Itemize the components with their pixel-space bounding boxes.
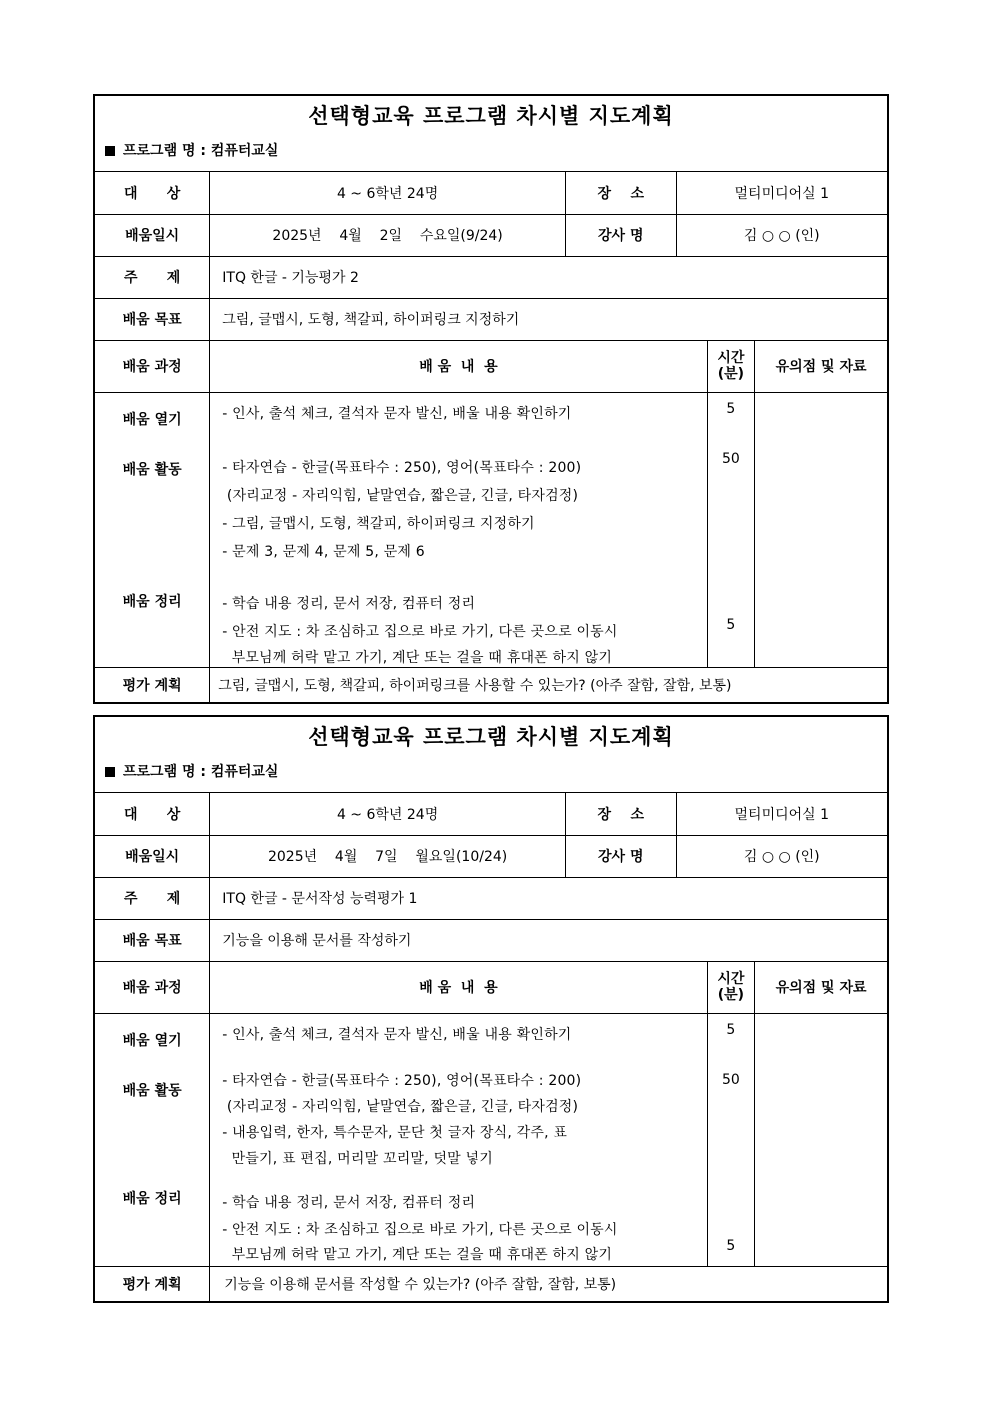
square-bullet-icon bbox=[105, 767, 115, 777]
instructor-value: 김 ○ ○ (인) bbox=[676, 835, 887, 877]
process-header: 배움 과정 bbox=[95, 961, 210, 1013]
notes-cell bbox=[755, 1013, 887, 1266]
eval-label: 평가 계획 bbox=[95, 667, 210, 702]
content-line: 부모님께 허락 맡고 가기, 계단 또는 걸을 때 휴대폰 하지 않기 bbox=[222, 649, 613, 666]
eval-value: 그림, 글맵시, 도형, 책갈피, 하이퍼링크를 사용할 수 있는가? (아주 잘함, 잘함, 보통) bbox=[210, 667, 887, 702]
goal-label: 배움 목표 bbox=[95, 298, 210, 340]
square-bullet-icon bbox=[105, 146, 115, 156]
plan-table bbox=[95, 172, 887, 702]
content-cell bbox=[210, 1013, 707, 1266]
plan-table bbox=[95, 793, 887, 1301]
notes-header: 유의점 및 자료 bbox=[755, 961, 887, 1013]
place-value: 멀티미디어실 1 bbox=[676, 172, 887, 214]
eval-label: 평가 계획 bbox=[95, 1266, 210, 1301]
date-value: 2025년 4월 2일 수요일(9/24) bbox=[210, 214, 566, 256]
stage-opening: 배움 열기 bbox=[122, 411, 182, 428]
time-value: 50 bbox=[721, 450, 740, 467]
content-line: (자리교정 - 자리익힘, 낱말연습, 짧은글, 긴글, 타자검정) bbox=[222, 1098, 579, 1115]
place-label: 장 소 bbox=[565, 793, 676, 835]
topic-value: ITQ 한글 - 문서작성 능력평가 1 bbox=[210, 877, 887, 919]
content-header: 배 움 내 용 bbox=[210, 961, 707, 1013]
date-label: 배움일시 bbox=[95, 214, 210, 256]
stages-cell bbox=[95, 1013, 210, 1266]
date-value: 2025년 4월 7일 월요일(10/24) bbox=[210, 835, 566, 877]
content-line: (자리교정 - 자리익힘, 낱말연습, 짧은글, 긴글, 타자검정) bbox=[222, 487, 579, 504]
target-label: 대 상 bbox=[95, 172, 210, 214]
time-value: 5 bbox=[726, 1237, 736, 1254]
lesson-plan-2 bbox=[93, 715, 889, 1303]
date-label: 배움일시 bbox=[95, 835, 210, 877]
goal-value: 그림, 글맵시, 도형, 책갈피, 하이퍼링크 지정하기 bbox=[210, 298, 887, 340]
target-value: 4 ~ 6학년 24명 bbox=[210, 793, 566, 835]
content-header: 배 움 내 용 bbox=[210, 340, 707, 392]
goal-label: 배움 목표 bbox=[95, 919, 210, 961]
lesson-plan-1 bbox=[93, 94, 889, 704]
time-value: 5 bbox=[726, 1021, 736, 1038]
content-line: - 학습 내용 정리, 문서 저장, 컴퓨터 정리 bbox=[222, 595, 476, 612]
program-name bbox=[95, 136, 887, 172]
content-line: - 타자연습 - 한글(목표타수 : 250), 영어(목표타수 : 200) bbox=[222, 459, 582, 476]
eval-value: 기능을 이용해 문서를 작성할 수 있는가? (아주 잘함, 잘함, 보통) bbox=[210, 1266, 887, 1301]
content-line: - 그림, 글맵시, 도형, 책갈피, 하이퍼링크 지정하기 bbox=[222, 515, 535, 532]
time-header: 시간 (분) bbox=[707, 340, 755, 392]
goal-value: 기능을 이용해 문서를 작성하기 bbox=[210, 919, 887, 961]
times-cell bbox=[707, 1013, 755, 1266]
time-value: 5 bbox=[726, 400, 736, 417]
content-line: - 내용입력, 한자, 특수문자, 문단 첫 글자 장식, 각주, 표 bbox=[222, 1124, 568, 1141]
content-line: 만들기, 표 편집, 머리말 꼬리말, 덧말 넣기 bbox=[222, 1150, 494, 1167]
time-value: 5 bbox=[726, 616, 736, 633]
content-line: - 인사, 출석 체크, 결석자 문자 발신, 배울 내용 확인하기 bbox=[222, 405, 572, 422]
content-cell bbox=[210, 392, 707, 667]
stages-cell bbox=[95, 392, 210, 667]
topic-label: 주 제 bbox=[95, 256, 210, 298]
plan-title: 선택형교육 프로그램 차시별 지도계획 bbox=[308, 104, 674, 128]
content-line: - 타자연습 - 한글(목표타수 : 250), 영어(목표타수 : 200) bbox=[222, 1072, 582, 1089]
process-header: 배움 과정 bbox=[95, 340, 210, 392]
time-header: 시간 (분) bbox=[707, 961, 755, 1013]
instructor-label: 강사 명 bbox=[565, 835, 676, 877]
instructor-label: 강사 명 bbox=[565, 214, 676, 256]
place-label: 장 소 bbox=[565, 172, 676, 214]
content-line: - 학습 내용 정리, 문서 저장, 컴퓨터 정리 bbox=[222, 1194, 476, 1211]
stage-opening: 배움 열기 bbox=[122, 1032, 182, 1049]
program-name-text: 프로그램 명 : 컴퓨터교실 bbox=[123, 143, 279, 159]
content-line: 부모님께 허락 맡고 가기, 계단 또는 걸을 때 휴대폰 하지 않기 bbox=[222, 1246, 613, 1263]
stage-closing: 배움 정리 bbox=[122, 593, 182, 610]
target-value: 4 ~ 6학년 24명 bbox=[210, 172, 566, 214]
time-value: 50 bbox=[721, 1071, 740, 1088]
content-line: - 인사, 출석 체크, 결석자 문자 발신, 배울 내용 확인하기 bbox=[222, 1026, 572, 1043]
content-line: - 안전 지도 : 차 조심하고 집으로 바로 가기, 다른 곳으로 이동시 bbox=[222, 623, 618, 640]
stage-closing: 배움 정리 bbox=[122, 1190, 182, 1207]
topic-value: ITQ 한글 - 기능평가 2 bbox=[210, 256, 887, 298]
topic-label: 주 제 bbox=[95, 877, 210, 919]
times-cell bbox=[707, 392, 755, 667]
place-value: 멀티미디어실 1 bbox=[676, 793, 887, 835]
program-name bbox=[95, 757, 887, 793]
notes-cell bbox=[755, 392, 887, 667]
instructor-value: 김 ○ ○ (인) bbox=[676, 214, 887, 256]
stage-activity: 배움 활동 bbox=[122, 1082, 182, 1099]
program-name-text: 프로그램 명 : 컴퓨터교실 bbox=[123, 764, 279, 780]
content-line: - 안전 지도 : 차 조심하고 집으로 바로 가기, 다른 곳으로 이동시 bbox=[222, 1221, 618, 1238]
content-line: - 문제 3, 문제 4, 문제 5, 문제 6 bbox=[222, 543, 425, 560]
target-label: 대 상 bbox=[95, 793, 210, 835]
notes-header: 유의점 및 자료 bbox=[755, 340, 887, 392]
stage-activity: 배움 활동 bbox=[122, 461, 182, 478]
plan-title: 선택형교육 프로그램 차시별 지도계획 bbox=[308, 725, 674, 749]
